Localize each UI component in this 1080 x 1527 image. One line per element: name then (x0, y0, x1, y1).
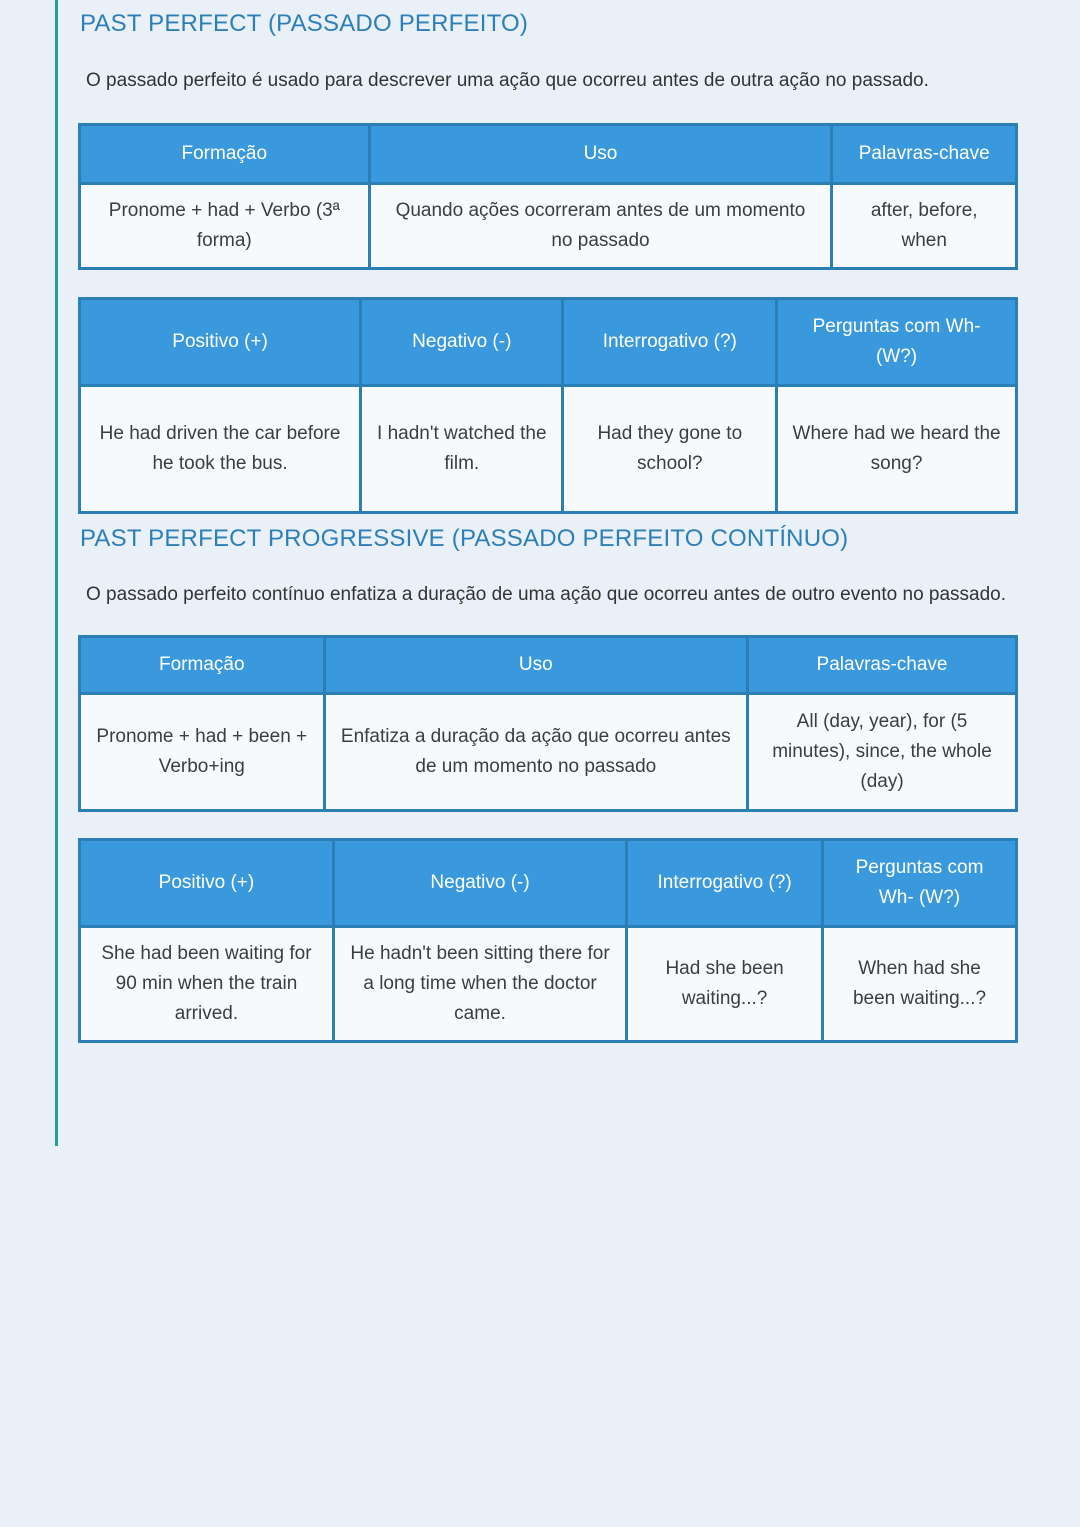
past-perfect-progressive-formation-table (78, 635, 1018, 812)
table-row (80, 927, 1017, 1042)
section-heading-past-perfect-progressive: PAST PERFECT PROGRESSIVE (PASSADO PERFEITO CONTÍNUO) (80, 525, 849, 552)
table-cell: When had she been waiting...? (823, 927, 1017, 1042)
past-perfect-formation-table (78, 123, 1018, 270)
table-row (80, 386, 1017, 513)
past-perfect-examples-table (78, 297, 1018, 514)
table-header-cell: Negativo (-) (333, 840, 626, 927)
accent-bar (55, 0, 58, 1146)
table-header-cell: Perguntas com Wh- (W?) (777, 299, 1017, 386)
table-header-cell: Interrogativo (?) (563, 299, 777, 386)
section-description-past-perfect-progressive: O passado perfeito contínuo enfatiza a duração de uma ação que ocorreu antes de outro evento no passado. (86, 584, 1007, 605)
table-cell: Had they gone to school? (563, 386, 777, 513)
table-header-cell: Uso (369, 125, 832, 184)
table-cell: All (day, year), for (5 minutes), since, the whole (day) (748, 694, 1017, 811)
table-header-cell: Uso (324, 637, 748, 694)
table-cell: Pronome + had + been + Verbo+ing (80, 694, 325, 811)
table-cell: He hadn't been sitting there for a long time when the doctor came. (333, 927, 626, 1042)
table-cell: Where had we heard the song? (777, 386, 1017, 513)
table-cell: Pronome + had + Verbo (3ª forma) (80, 184, 370, 269)
table-cell: I hadn't watched the film. (361, 386, 563, 513)
table-cell: Enfatiza a duração da ação que ocorreu antes de um momento no passado (324, 694, 748, 811)
table-row (80, 694, 1017, 811)
table-cell: Quando ações ocorreram antes de um momento no passado (369, 184, 832, 269)
table-header-row (80, 125, 1017, 184)
table-header-cell: Positivo (+) (80, 840, 334, 927)
past-perfect-progressive-examples-table (78, 838, 1018, 1043)
table-header-cell: Positivo (+) (80, 299, 361, 386)
table-header-row (80, 299, 1017, 386)
table-cell: Had she been waiting...? (627, 927, 823, 1042)
table-header-cell: Negativo (-) (361, 299, 563, 386)
table-header-cell: Interrogativo (?) (627, 840, 823, 927)
section-description-past-perfect: O passado perfeito é usado para descrever uma ação que ocorreu antes de outra ação no passado. (86, 70, 929, 91)
table-cell: after, before, when (832, 184, 1017, 269)
table-row (80, 184, 1017, 269)
table-header-cell: Perguntas com Wh- (W?) (823, 840, 1017, 927)
table-header-cell: Formação (80, 637, 325, 694)
table-header-cell: Formação (80, 125, 370, 184)
document-page (80, 0, 1020, 1043)
table-cell: He had driven the car before he took the bus. (80, 386, 361, 513)
table-header-cell: Palavras-chave (748, 637, 1017, 694)
table-header-row (80, 840, 1017, 927)
section-heading-past-perfect: PAST PERFECT (PASSADO PERFEITO) (80, 10, 529, 37)
table-header-row (80, 637, 1017, 694)
table-cell: She had been waiting for 90 min when the train arrived. (80, 927, 334, 1042)
table-header-cell: Palavras-chave (832, 125, 1017, 184)
